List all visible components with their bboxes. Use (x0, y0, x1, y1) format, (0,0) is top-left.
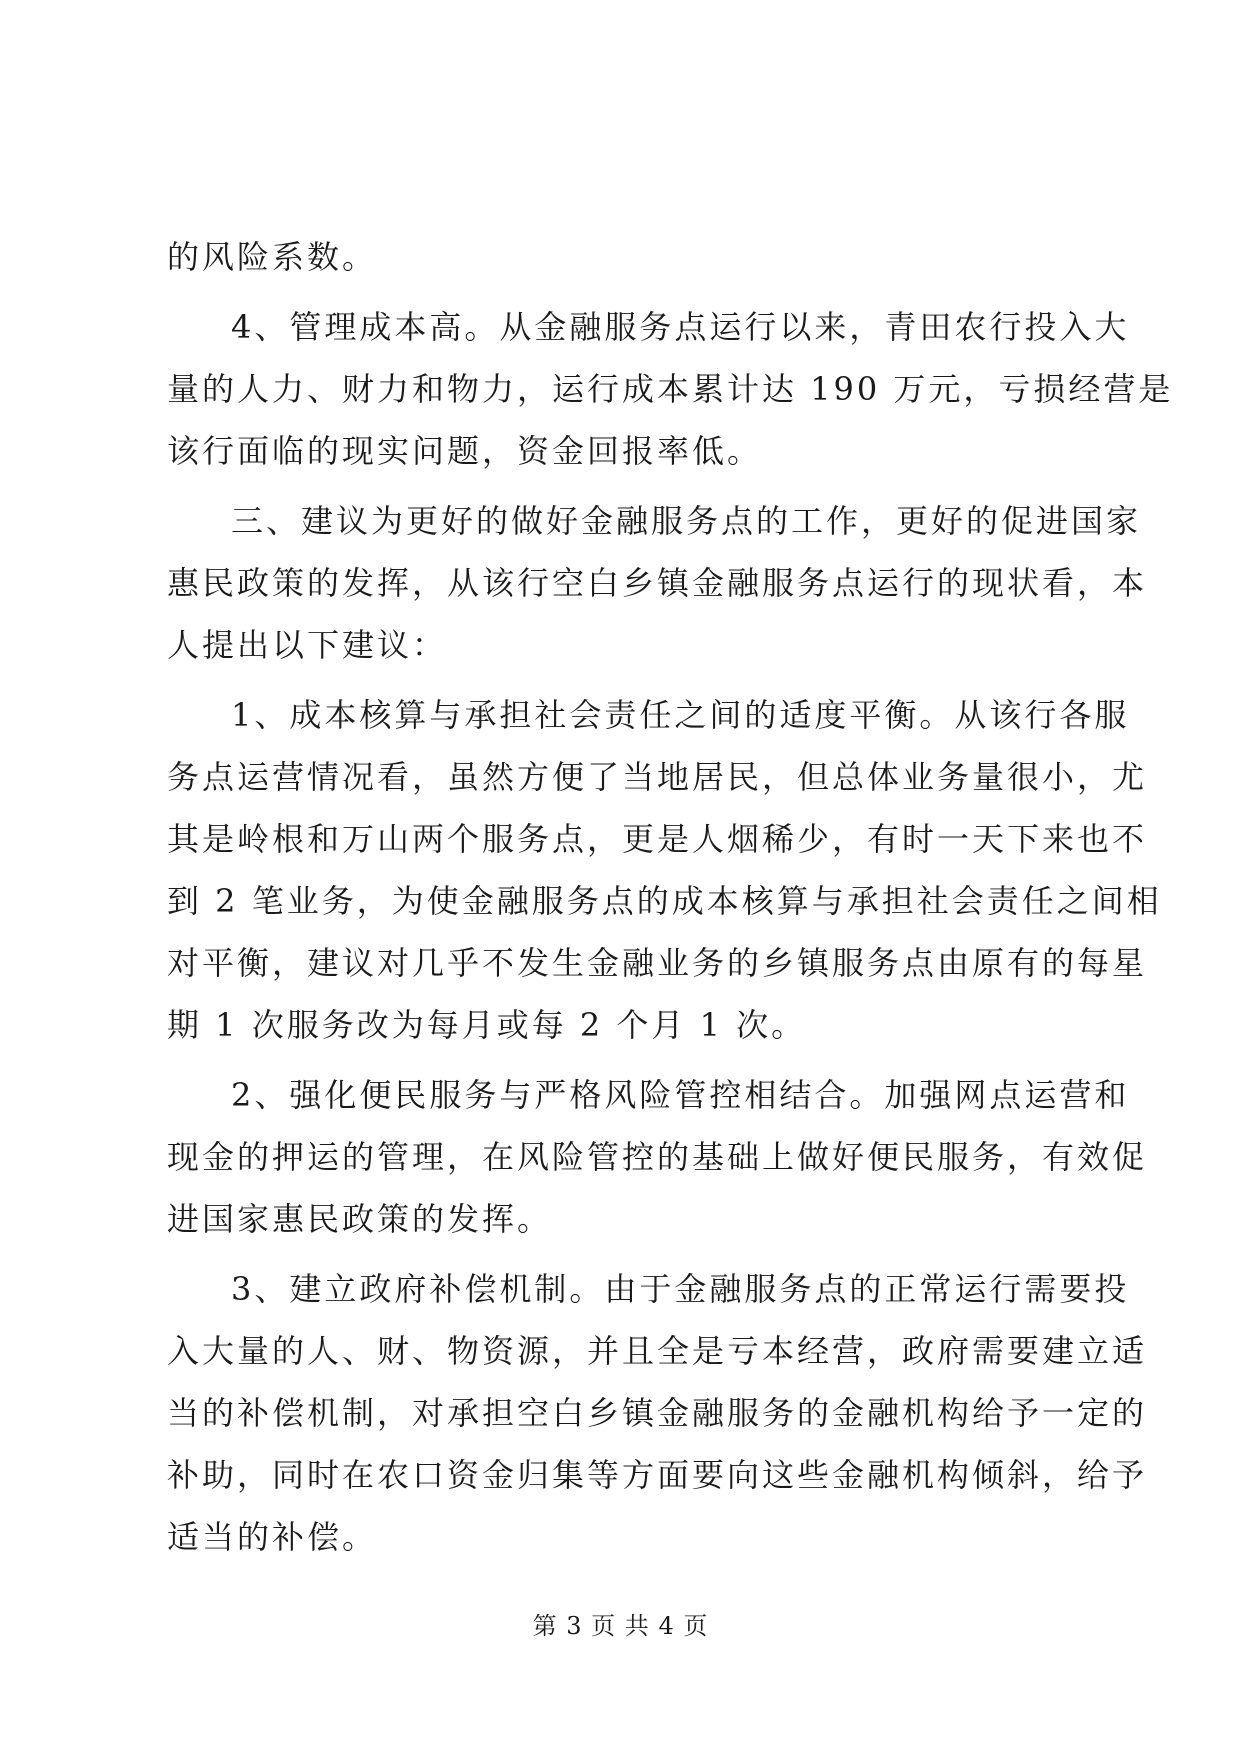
page-footer (0, 1610, 1241, 1642)
text-line: 量的人力、财力和物力，运行成本累计达 190 万元，亏损经营是 (167, 370, 1174, 408)
text-line: 人提出以下建议： (167, 626, 448, 664)
text-line: 的风险系数。 (167, 238, 378, 276)
text-line: 惠民政策的发挥，从该行空白乡镇金融服务点运行的现状看，本 (167, 564, 1148, 602)
text-line: 进国家惠民政策的发挥。 (167, 1200, 553, 1238)
text-line: 4、管理成本高。从金融服务点运行以来，青田农行投入大 (231, 308, 1130, 346)
text-line: 三、建议为更好的做好金融服务点的工作，更好的促进国家 (231, 502, 1142, 540)
paragraph (167, 684, 1162, 1056)
document-body (167, 226, 1174, 1568)
text-line: 入大量的人、财、物资源，并且全是亏本经营，政府需要建立适 (167, 1332, 1148, 1370)
text-line: 当的补偿机制，对承担空白乡镇金融服务的金融机构给予一定的 (167, 1394, 1148, 1432)
page-number-label: 第 3 页 共 4 页 (532, 1612, 709, 1640)
text-line: 补助，同时在农口资金归集等方面要向这些金融机构倾斜，给予 (167, 1456, 1148, 1494)
paragraph (167, 226, 1087, 288)
text-line: 该行面临的现实问题，资金回报率低。 (167, 432, 763, 470)
paragraph (167, 490, 1148, 676)
text-line: 务点运营情况看，虽然方便了当地居民，但总体业务量很小，尤 (167, 758, 1148, 796)
text-line: 到 2 笔业务，为使金融服务点的成本核算与承担社会责任之间相 (167, 882, 1162, 920)
text-line: 对平衡，建议对几乎不发生金融业务的乡镇服务点由原有的每星 (167, 944, 1148, 982)
text-line: 3、建立政府补偿机制。由于金融服务点的正常运行需要投 (231, 1270, 1130, 1308)
text-line: 1、成本核算与承担社会责任之间的适度平衡。从该行各服 (231, 696, 1130, 734)
text-line: 其是岭根和万山两个服务点，更是人烟稀少，有时一天下来也不 (167, 820, 1148, 858)
paragraph (167, 1064, 1148, 1250)
paragraph (167, 1258, 1148, 1568)
text-line: 2、强化便民服务与严格风险管控相结合。加强网点运营和 (231, 1076, 1130, 1114)
text-line: 现金的押运的管理，在风险管控的基础上做好便民服务，有效促 (167, 1138, 1148, 1176)
paragraph (167, 296, 1174, 482)
text-line: 适当的补偿。 (167, 1518, 378, 1556)
text-line: 期 1 次服务改为每月或每 2 个月 1 次。 (167, 1006, 807, 1044)
